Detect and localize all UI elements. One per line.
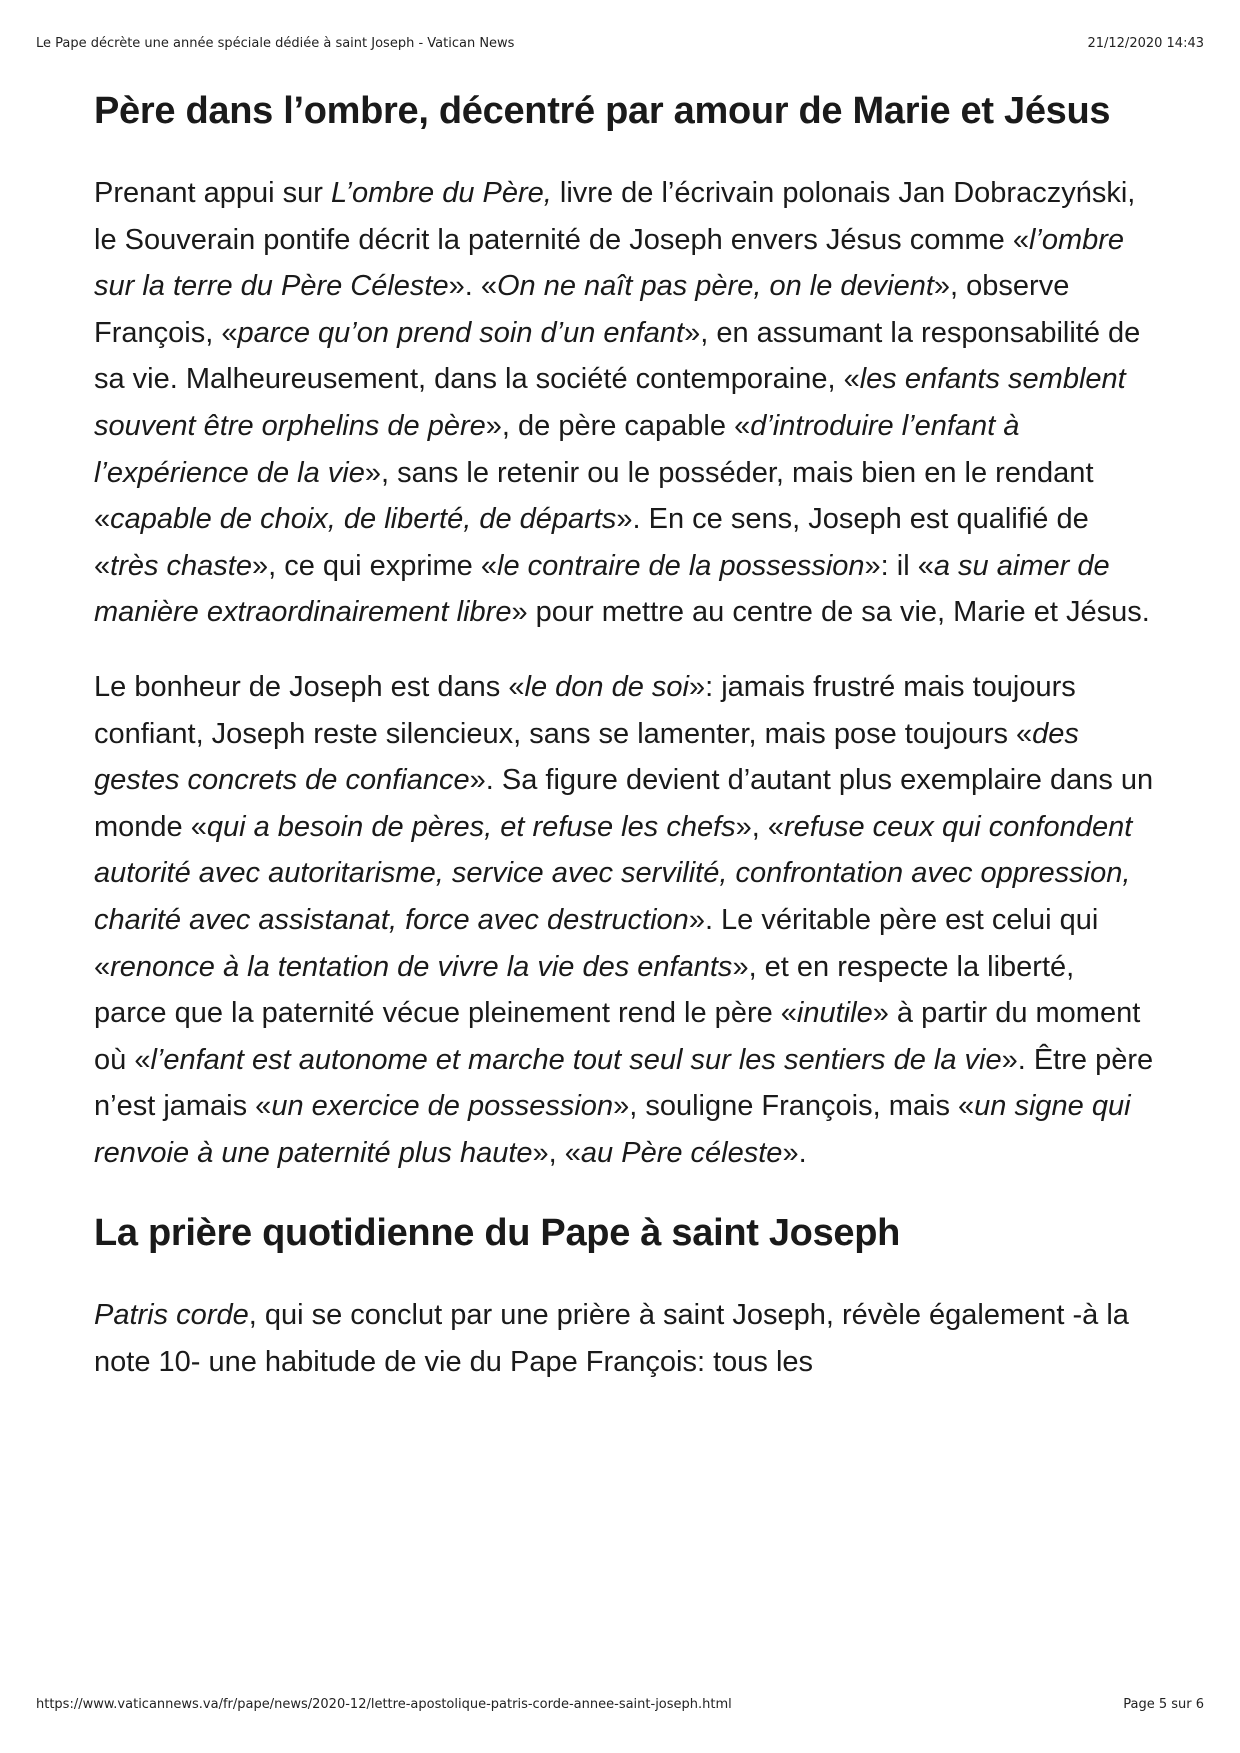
text-run: ». Le véritable père est celui qui « — [94, 903, 1099, 983]
italic-quote: des gestes concrets de confiance — [94, 717, 1079, 797]
italic-quote: un exercice de possession — [271, 1090, 614, 1123]
page-number: Page 5 sur 6 — [1123, 1697, 1204, 1712]
text-run: », sans le retenir ou le posséder, mais bien en le rendant « — [94, 456, 1094, 536]
italic-quote: L’ombre du Père, — [330, 177, 552, 209]
text-run: », ce qui exprime « — [251, 549, 497, 582]
text-run: Prenant appui sur — [94, 177, 331, 209]
italic-quote: le don de soi — [524, 670, 689, 703]
italic-quote: refuse ceux qui confondent autorité avec autoritarisme, service avec servilité, confrontation avec oppression, charité avec assistanat, force avec destruction — [94, 810, 1133, 936]
text-run: ». — [782, 1136, 807, 1169]
italic-quote: les enfants semblent souvent être orphelins de père — [94, 363, 1126, 442]
italic-quote: très chaste — [110, 549, 252, 582]
italic-quote: l’enfant est autonome et marche tout seul sur les sentiers de la vie — [150, 1043, 1002, 1076]
paragraph-shadow-father — [94, 170, 1154, 636]
text-run: »: jamais frustré mais toujours confiant, Joseph reste silencieux, sans se lamenter, mais pose toujours « — [94, 670, 1076, 750]
italic-quote: a su aimer de manière extraordinairement libre — [94, 549, 1110, 629]
text-run: » à partir du moment où « — [94, 997, 1141, 1076]
text-run: » pour mettre au centre de sa vie, Marie et Jésus. — [511, 596, 1150, 629]
text-run: ». En ce sens, Joseph est qualifié de « — [94, 503, 1089, 582]
italic-quote: On ne naît pas père, on le devient — [497, 270, 934, 303]
italic-quote: renonce à la tentation de vivre la vie des enfants — [110, 950, 733, 983]
italic-quote: le contraire de la possession — [497, 549, 865, 582]
italic-quote: d’introduire l’enfant à l’expérience de la vie — [94, 409, 1020, 489]
text-run: ». Sa figure devient d’autant plus exemplaire dans un monde « — [94, 764, 1154, 843]
page-title: Le Pape décrète une année spéciale dédiée à saint Joseph - Vatican News — [36, 36, 515, 51]
text-run: », et en respecte la liberté, parce que la paternité vécue pleinement rend le père « — [94, 950, 1075, 1030]
text-run: », en assumant la responsabilité de sa vie. Malheureusement, dans la société contemporaine, « — [94, 316, 1141, 396]
article-body — [94, 88, 1154, 1386]
text-run: », de père capable « — [485, 409, 751, 442]
italic-quote: qui a besoin de pères, et refuse les chefs — [206, 810, 736, 843]
text-run: », « — [532, 1136, 581, 1169]
text-run: livre de l’écrivain polonais Jan Dobraczyński, le Souverain pontife décrit la paternité de Joseph envers Jésus comme « — [94, 177, 1136, 256]
source-url: https://www.vaticannews.va/fr/pape/news/2020-12/lettre-apostolique-patris-corde-annee-saint-joseph.html — [36, 1697, 732, 1712]
italic-quote: inutile — [796, 997, 873, 1030]
text-run: Le bonheur de Joseph est dans « — [94, 670, 525, 703]
italic-quote: parce qu’on prend soin d’un enfant — [237, 316, 685, 349]
section-heading-shadow-father: Père dans l’ombre, décentré par amour de Marie et Jésus — [94, 90, 1111, 132]
text-run: ». « — [448, 270, 497, 303]
text-run: »: il « — [864, 549, 934, 582]
section-heading-daily-prayer: La prière quotidienne du Pape à saint Joseph — [94, 1212, 901, 1255]
text-run: », souligne François, mais « — [613, 1090, 975, 1123]
italic-quote: Patris corde — [94, 1299, 249, 1332]
paragraph-joseph-happiness — [94, 664, 1154, 1177]
print-header — [36, 36, 1204, 51]
text-run: ». Être père n’est jamais « — [94, 1043, 1154, 1123]
text-run: , qui se conclut par une prière à saint Joseph, révèle également -à la note 10- une habitude de vie du Pape François: tous les — [94, 1299, 1129, 1379]
text-run: », observe François, « — [94, 270, 1070, 349]
text-run: », « — [735, 810, 785, 843]
paragraph-patris-corde — [94, 1292, 1154, 1385]
print-footer — [36, 1697, 1204, 1712]
italic-quote: capable de choix, de liberté, de départs — [110, 503, 617, 536]
italic-quote: l’ombre sur la terre du Père Céleste — [94, 223, 1125, 303]
italic-quote: au Père céleste — [580, 1136, 783, 1169]
print-datetime: 21/12/2020 14:43 — [1087, 36, 1204, 51]
italic-quote: un signe qui renvoie à une paternité plus haute — [94, 1090, 1131, 1169]
